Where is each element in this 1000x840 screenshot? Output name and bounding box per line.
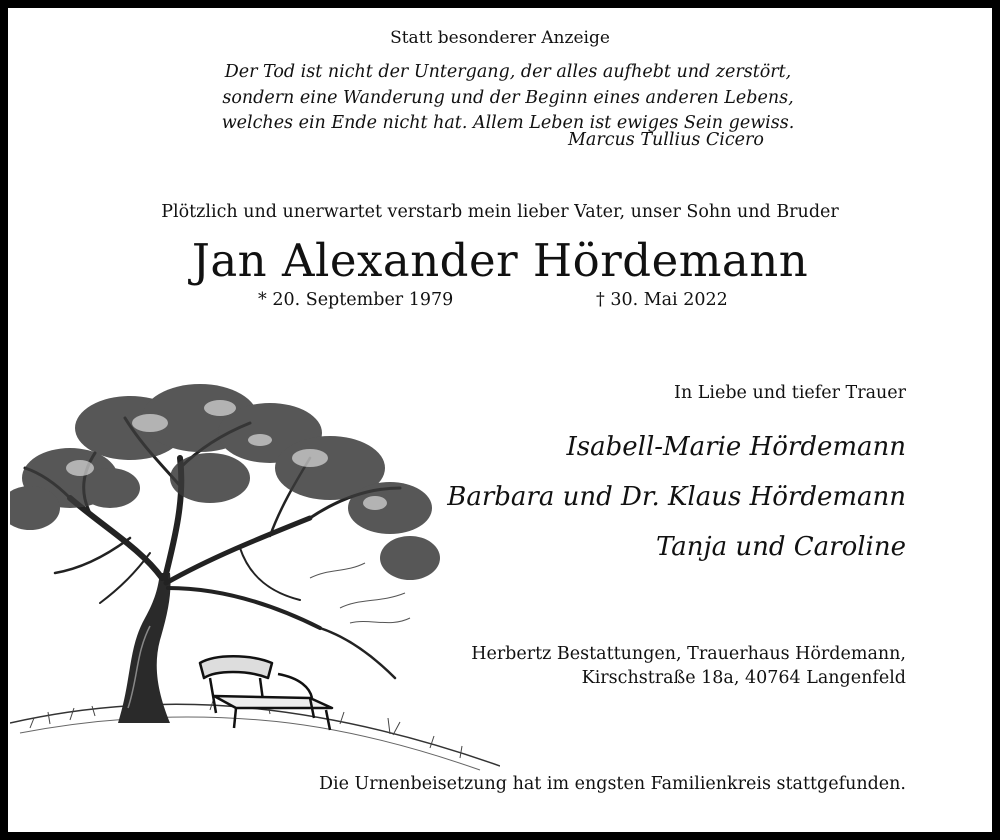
- quote-author: Marcus Tullius Cicero: [568, 130, 764, 150]
- funeral-home-address: [471, 642, 906, 690]
- announcement-intro: Plötzlich und unerwartet verstarb mein lieber Vater, unser Sohn und Bruder: [161, 202, 839, 222]
- address-line: Herbertz Bestattungen, Trauerhaus Hördemann,: [471, 644, 906, 664]
- quote-line: Der Tod ist nicht der Untergang, der alles aufhebt und zerstört,: [224, 62, 792, 82]
- mourner-name: Tanja und Caroline: [655, 532, 906, 562]
- death-date: † 30. Mai 2022: [596, 290, 728, 310]
- mourner-name: Barbara und Dr. Klaus Hördemann: [447, 482, 906, 512]
- address-line: Kirschstraße 18a, 40764 Langenfeld: [581, 668, 906, 688]
- quote-block: [128, 60, 888, 137]
- burial-note: Die Urnenbeisetzung hat im engsten Familienkreis stattgefunden.: [318, 774, 906, 794]
- deceased-name: Jan Alexander Hördemann: [191, 234, 809, 287]
- mourning-intro: In Liebe und tiefer Trauer: [674, 383, 906, 403]
- birth-date: * 20. September 1979: [258, 290, 454, 310]
- notice-heading: Statt besonderer Anzeige: [390, 28, 610, 48]
- quote-line: welches ein Ende nicht hat. Allem Leben ist ewiges Sein gewiss.: [221, 113, 795, 133]
- mourner-name: Isabell-Marie Hördemann: [566, 432, 906, 462]
- tree-with-bench-illustration: [10, 378, 500, 778]
- quote-line: sondern eine Wanderung und der Beginn eines anderen Lebens,: [222, 87, 794, 108]
